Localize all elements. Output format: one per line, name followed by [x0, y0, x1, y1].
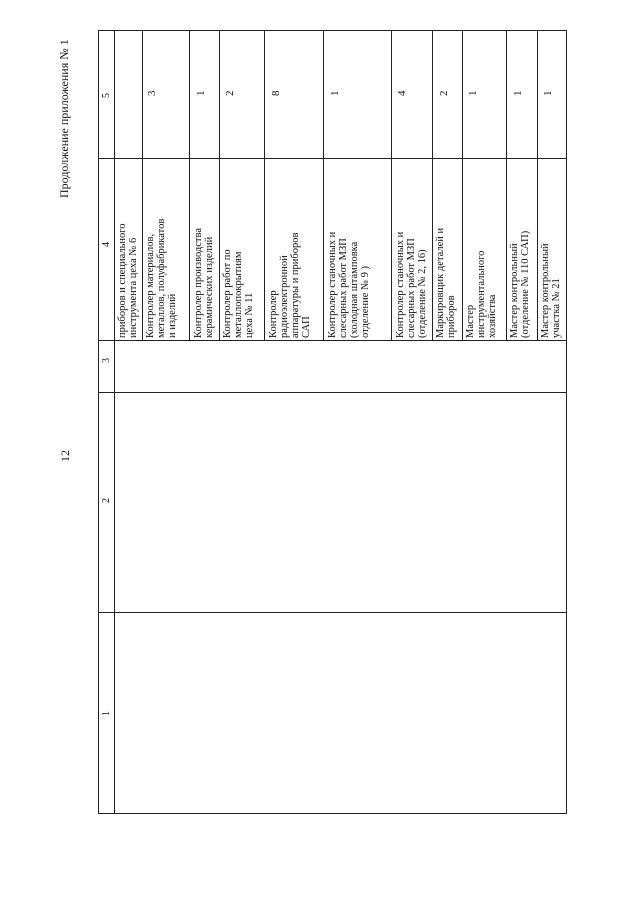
row-text-line: (холодная штамповка — [349, 241, 360, 338]
row-separator — [537, 30, 538, 341]
header-col-4: 4 — [101, 242, 112, 247]
row-text-line: аппаратуры и приборов — [290, 232, 301, 338]
row-text-line: радиоэлектронной — [279, 255, 290, 338]
row-text-line: инструмента цеха № 6 — [128, 237, 139, 338]
header-col-1: 1 — [101, 711, 112, 716]
table-row — [465, 251, 498, 338]
table-border-right — [566, 30, 567, 814]
row-text-line: Контролер работ по — [222, 249, 233, 338]
table-border-top — [98, 30, 566, 31]
row-quantity: 1 — [512, 90, 524, 96]
header-col-2: 2 — [101, 498, 112, 503]
header-separator — [114, 30, 115, 814]
table-row — [435, 228, 457, 338]
table-row — [509, 231, 531, 338]
row-quantity: 1 — [542, 90, 554, 96]
row-text-line: Мастер — [465, 304, 476, 338]
row-quantity: 8 — [270, 90, 282, 96]
row-quantity: 4 — [396, 90, 408, 96]
row-text-line: и изделий — [167, 293, 178, 338]
row-text-line: слесарных работ МЗП — [406, 238, 417, 338]
row-separator — [323, 30, 324, 341]
row-text-line: отделение № 9 ) — [360, 265, 371, 338]
row-text-line: хозяйства — [487, 294, 498, 338]
row-text-line: Контролер материалов, — [145, 233, 156, 338]
row-quantity: 1 — [329, 90, 341, 96]
row-separator — [264, 30, 265, 341]
column-separator — [98, 612, 566, 613]
header-col-3: 3 — [101, 358, 112, 363]
row-separator — [506, 30, 507, 341]
row-separator — [142, 30, 143, 341]
row-text-line: керамических изделий — [204, 236, 215, 338]
row-separator — [219, 30, 220, 341]
column-separator — [98, 340, 566, 341]
table-row — [193, 228, 215, 338]
table-row — [268, 233, 312, 338]
header-col-5: 5 — [101, 93, 112, 98]
table-row — [222, 249, 255, 338]
row-quantity: 3 — [146, 90, 158, 96]
row-text-line: Контролер производства — [193, 228, 204, 338]
row-separator — [462, 30, 463, 341]
row-separator — [391, 30, 392, 341]
row-text-line: слесарных работ МЗП — [338, 238, 349, 338]
row-text-line: приборов — [446, 295, 457, 338]
row-text-line: Контролер станочных и — [327, 231, 338, 338]
row-text-line: цеха № 11 — [244, 292, 255, 338]
table-border-left — [98, 30, 99, 814]
row-quantity: 2 — [224, 90, 236, 96]
table-row — [145, 219, 178, 338]
row-text-line: (отделение № 110 САП) — [520, 230, 531, 338]
table-row — [540, 243, 562, 338]
column-separator — [98, 158, 566, 159]
row-text-line: участка № 21 — [551, 278, 562, 338]
row-text-line: Мастер контрольный — [540, 243, 551, 338]
column-separator — [98, 392, 566, 393]
row-separator — [432, 30, 433, 341]
row-text-line: приборов и специального — [117, 223, 128, 338]
row-quantity: 1 — [467, 90, 479, 96]
row-text-line: металлопокрытиям — [233, 251, 244, 338]
row-text-line: Мастер контрольный — [509, 243, 520, 338]
table-row — [395, 232, 428, 338]
row-text-line: Маркировщик деталей и — [435, 227, 446, 338]
table-border-bottom — [98, 813, 566, 814]
row-text-line: Контролер станочных и — [395, 231, 406, 338]
page-number: 12 — [58, 450, 72, 462]
row-text-line: металлов, полуфабрикатов — [156, 218, 167, 338]
row-separator — [189, 30, 190, 341]
row-text-line: САП — [301, 316, 312, 338]
row-text-line: (отделение № 2, 16) — [417, 249, 428, 338]
continuation-title: Продолжение приложения № 1 — [57, 39, 71, 198]
table-row — [117, 223, 139, 338]
row-quantity: 1 — [195, 90, 207, 96]
table-row — [327, 232, 371, 338]
row-quantity: 2 — [438, 90, 450, 96]
row-text-line: инструментального — [476, 250, 487, 338]
row-text-line: Контролер — [268, 290, 279, 338]
